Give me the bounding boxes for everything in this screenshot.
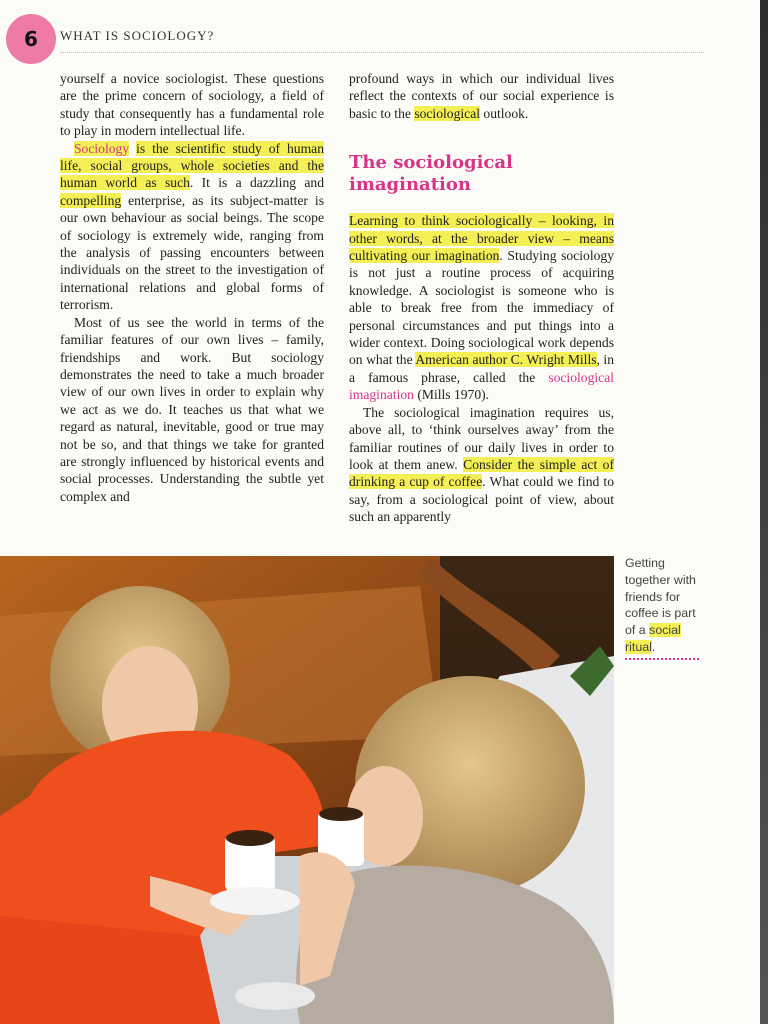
page-number-badge [6, 14, 56, 64]
text-run: , in a famous phrase, called the [349, 352, 614, 385]
text-run: profound ways in which our individual lives reflect the contexts of our social experience is basic to the [349, 71, 614, 121]
text-run: outlook. [480, 105, 529, 121]
caption-text: Getting together with friends for coffee is part of a [625, 556, 696, 638]
left-text-column [60, 70, 324, 505]
paragraph [349, 404, 614, 526]
highlighted-word: compelling [60, 192, 122, 208]
highlighted-word: sociological [414, 105, 480, 121]
page-number: 6 [24, 27, 38, 51]
paragraph [349, 70, 614, 122]
text-run: . What could we find to say, from a sociological point of view, about such an apparently [349, 474, 614, 525]
caption-end: . [651, 639, 656, 654]
text-run: (Mills 1970). [413, 387, 490, 403]
coffee-photo [0, 556, 614, 1024]
page-edge [760, 0, 768, 1024]
running-title: WHAT IS SOCIOLOGY? [60, 28, 215, 43]
paragraph [349, 212, 614, 403]
photo-illustration [0, 556, 614, 1024]
highlighted-author: American author C. Wright Mills [415, 352, 597, 368]
caption-key-term: social ritual [625, 623, 681, 654]
text-run: . It is a dazzling and [189, 175, 324, 191]
text-run: enterprise, as its subject-matter is our own behaviour as social beings. The scope of sociology is extremely wide, ranging from the analysis of passing encounters between individuals on the street to the investigation of international relations and global forms of terrorism. [60, 192, 324, 313]
text-run: . Studying sociology is not just a routine process of acquiring knowledge. A sociologist is someone who is able to break free from the immediacy of personal circumstances and put things into a wider context. Doing sociological work depends on what the [349, 248, 614, 368]
header-rule [60, 52, 704, 53]
right-text-column [349, 70, 614, 526]
paragraph-definition [60, 140, 324, 314]
key-term-sociology: Sociology [74, 140, 130, 156]
highlighted-definition: is the scientific study of human life, social groups, whole societies and the human world as such [60, 140, 324, 191]
highlighted-sentence: Learning to think sociologically – looking, in other words, at the broader view – means cultivating our imagination [349, 213, 614, 264]
section-heading: The sociological imagination [349, 152, 513, 196]
highlighted-sentence: Consider the simple act of drinking a cup of coffee [349, 456, 614, 490]
photo-caption [625, 555, 705, 656]
key-term-sociological-imagination: sociological imagination [349, 369, 614, 403]
text-run: The sociological imagination requires us, above all, to ‘think ourselves away’ from the familiar routines of our daily lives in order to look at them anew. [349, 404, 614, 472]
paragraph: yourself a novice sociologist. These questions are the prime concern of sociology, a field of study that consequently has a fundamental role to play in modern intellectual life. [60, 71, 324, 139]
caption-dotted-rule [625, 658, 699, 660]
paragraph: Most of us see the world in terms of the familiar features of our own lives – family, friendships and work. But sociology demonstrates the need to take a much broader view of our own lives in order to explain why we act as we do. It teaches us that what we regard as natural, inevitable, good or true may not be so, and that things we take for granted are strongly influenced by historical events and social processes. Understanding the subtle yet complex and [60, 314, 324, 504]
